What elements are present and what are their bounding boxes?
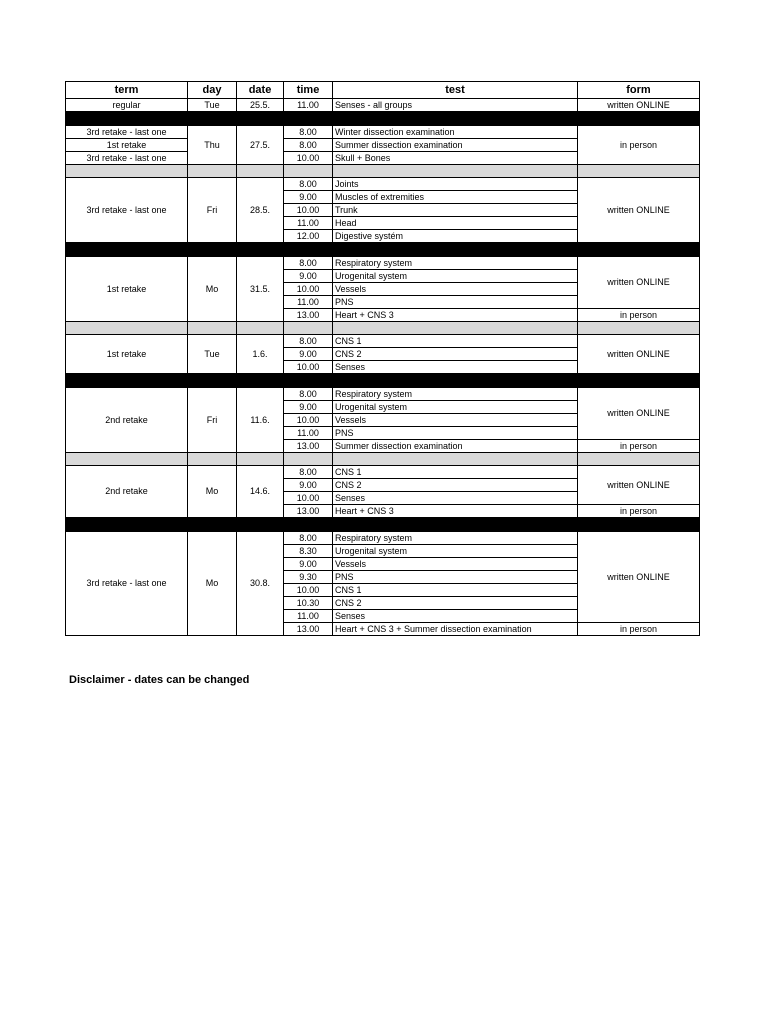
date-cell: 11.6. xyxy=(237,388,284,453)
time-cell: 11.00 xyxy=(284,296,333,309)
separator-cell xyxy=(237,453,284,466)
date-cell: 27.5. xyxy=(237,126,284,165)
time-cell: 9.00 xyxy=(284,558,333,571)
term-label: 3rd retake - last one xyxy=(86,578,167,588)
term-cell xyxy=(66,388,188,453)
test-cell: Head xyxy=(333,217,578,230)
separator-cell xyxy=(188,112,237,126)
separator-cell xyxy=(237,165,284,178)
day-cell: Fri xyxy=(188,388,237,453)
day-cell: Thu xyxy=(188,126,237,165)
term-label: regular xyxy=(112,99,141,110)
separator-cell xyxy=(284,112,333,126)
header-time: time xyxy=(284,82,333,99)
time-cell: 10.30 xyxy=(284,597,333,610)
day-cell: Mo xyxy=(188,532,237,636)
test-cell: CNS 2 xyxy=(333,597,578,610)
form-cell: in person xyxy=(578,309,700,322)
form-cell: written ONLINE xyxy=(578,178,700,243)
form-cell: written ONLINE xyxy=(578,466,700,505)
date-cell: 31.5. xyxy=(237,257,284,322)
test-cell: CNS 2 xyxy=(333,479,578,492)
separator-cell xyxy=(66,112,188,126)
date-cell: 1.6. xyxy=(237,335,284,374)
time-cell: 12.00 xyxy=(284,230,333,243)
header-row xyxy=(66,82,700,99)
header-date: date xyxy=(237,82,284,99)
day-cell: Fri xyxy=(188,178,237,243)
term-cell xyxy=(66,178,188,243)
form-cell: written ONLINE xyxy=(578,532,700,623)
test-cell: PNS xyxy=(333,296,578,309)
test-cell: Summer dissection examination xyxy=(333,139,578,152)
separator-row xyxy=(66,165,700,178)
date-cell: 14.6. xyxy=(237,466,284,518)
test-cell: Urogenital system xyxy=(333,401,578,414)
test-cell: Urogenital system xyxy=(333,545,578,558)
test-cell: Heart + CNS 3 xyxy=(333,309,578,322)
term-cell xyxy=(66,466,188,518)
test-cell: Joints xyxy=(333,178,578,191)
separator-cell xyxy=(188,165,237,178)
test-cell: Vessels xyxy=(333,558,578,571)
separator-cell xyxy=(284,322,333,335)
header-term: term xyxy=(66,82,188,99)
form-cell: in person xyxy=(578,505,700,518)
separator-cell xyxy=(284,374,333,388)
separator-cell xyxy=(188,518,237,532)
separator-cell xyxy=(66,243,188,257)
date-cell: 30.8. xyxy=(237,532,284,636)
test-cell: Skull + Bones xyxy=(333,152,578,165)
test-cell: Summer dissection examination xyxy=(333,440,578,453)
day-cell: Mo xyxy=(188,466,237,518)
test-cell: Senses xyxy=(333,610,578,623)
separator-cell xyxy=(284,165,333,178)
separator-cell xyxy=(578,518,700,532)
separator-cell xyxy=(578,112,700,126)
separator-row xyxy=(66,453,700,466)
time-cell: 11.00 xyxy=(284,427,333,440)
time-cell: 10.00 xyxy=(284,584,333,597)
separator-cell xyxy=(333,243,578,257)
term-label: 2nd retake xyxy=(105,414,148,425)
time-cell: 9.00 xyxy=(284,401,333,414)
time-cell: 8.00 xyxy=(284,335,333,348)
test-cell: Vessels xyxy=(333,283,578,296)
separator-cell xyxy=(333,112,578,126)
separator-row xyxy=(66,243,700,257)
time-cell: 8.00 xyxy=(284,532,333,545)
separator-cell xyxy=(237,322,284,335)
table-row xyxy=(66,388,700,401)
term-label: 2nd retake xyxy=(105,486,148,496)
separator-cell xyxy=(66,374,188,388)
time-cell: 8.00 xyxy=(284,178,333,191)
time-cell: 10.00 xyxy=(284,492,333,505)
time-cell: 9.00 xyxy=(284,348,333,361)
test-cell: Senses xyxy=(333,492,578,505)
separator-cell xyxy=(284,453,333,466)
separator-cell xyxy=(333,453,578,466)
form-cell: written ONLINE xyxy=(578,335,700,374)
separator-cell xyxy=(333,165,578,178)
term-label: 1st retake xyxy=(106,348,147,359)
test-cell: Respiratory system xyxy=(333,532,578,545)
separator-cell xyxy=(578,322,700,335)
form-cell: in person xyxy=(578,623,700,636)
header-day: day xyxy=(188,82,237,99)
test-cell: Vessels xyxy=(333,414,578,427)
time-cell: 11.00 xyxy=(284,610,333,623)
term-label: 1st retake xyxy=(106,283,147,294)
term-cell xyxy=(66,335,188,374)
separator-cell xyxy=(188,243,237,257)
time-cell: 11.00 xyxy=(284,217,333,230)
form-cell: written ONLINE xyxy=(578,388,700,440)
test-cell: PNS xyxy=(333,571,578,584)
term-cell xyxy=(66,99,188,112)
separator-row xyxy=(66,322,700,335)
time-cell: 13.00 xyxy=(284,623,333,636)
separator-cell xyxy=(578,243,700,257)
date-cell: 25.5. xyxy=(237,99,284,112)
separator-cell xyxy=(333,322,578,335)
time-cell: 9.00 xyxy=(284,270,333,283)
form-cell: written ONLINE xyxy=(578,99,700,112)
test-cell: Senses xyxy=(333,361,578,374)
term-cell xyxy=(66,532,188,636)
disclaimer-note: Disclaimer - dates can be changed xyxy=(69,674,250,686)
time-cell: 10.00 xyxy=(284,414,333,427)
table-row xyxy=(66,466,700,479)
test-cell: Senses - all groups xyxy=(333,99,578,112)
test-cell: Respiratory system xyxy=(333,257,578,270)
separator-cell xyxy=(578,374,700,388)
term-cell xyxy=(66,257,188,322)
separator-cell xyxy=(188,322,237,335)
separator-cell xyxy=(237,243,284,257)
test-cell: Trunk xyxy=(333,204,578,217)
test-cell: Heart + CNS 3 + Summer dissection examination xyxy=(333,623,578,636)
separator-cell xyxy=(237,374,284,388)
separator-cell xyxy=(188,453,237,466)
time-cell: 10.00 xyxy=(284,204,333,217)
form-cell: written ONLINE xyxy=(578,257,700,309)
time-cell: 11.00 xyxy=(284,99,333,112)
time-cell: 8.00 xyxy=(284,139,333,152)
date-cell: 28.5. xyxy=(237,178,284,243)
separator-cell xyxy=(66,165,188,178)
separator-row xyxy=(66,112,700,126)
separator-cell xyxy=(333,374,578,388)
header-form: form xyxy=(578,82,700,99)
term-label: 3rd retake - last one xyxy=(86,204,167,215)
table-row xyxy=(66,126,700,139)
table-row xyxy=(66,335,700,348)
separator-cell xyxy=(578,453,700,466)
time-cell: 9.00 xyxy=(284,191,333,204)
test-cell: Respiratory system xyxy=(333,388,578,401)
time-cell: 10.00 xyxy=(284,152,333,165)
time-cell: 10.00 xyxy=(284,283,333,296)
time-cell: 8.00 xyxy=(284,257,333,270)
test-cell: Urogenital system xyxy=(333,270,578,283)
table-row xyxy=(66,257,700,270)
term-cell: 1st retake xyxy=(66,139,188,152)
separator-cell xyxy=(578,165,700,178)
table-body xyxy=(66,99,700,636)
time-cell: 13.00 xyxy=(284,440,333,453)
test-cell: CNS 1 xyxy=(333,466,578,479)
form-cell: in person xyxy=(578,126,700,165)
separator-cell xyxy=(333,518,578,532)
separator-cell xyxy=(237,112,284,126)
term-cell: 3rd retake - last one xyxy=(66,152,188,165)
exam-schedule-table xyxy=(65,81,700,636)
table-row xyxy=(66,178,700,191)
table-row xyxy=(66,99,700,112)
separator-cell xyxy=(284,243,333,257)
test-cell: CNS 1 xyxy=(333,335,578,348)
day-cell: Mo xyxy=(188,257,237,322)
form-cell: in person xyxy=(578,440,700,453)
test-cell: Heart + CNS 3 xyxy=(333,505,578,518)
header-test: test xyxy=(333,82,578,99)
day-cell: Tue xyxy=(188,335,237,374)
separator-cell xyxy=(237,518,284,532)
test-cell: CNS 2 xyxy=(333,348,578,361)
time-cell: 9.00 xyxy=(284,479,333,492)
separator-cell xyxy=(66,518,188,532)
term-cell: 3rd retake - last one xyxy=(66,126,188,139)
separator-cell xyxy=(284,518,333,532)
separator-row xyxy=(66,374,700,388)
time-cell: 8.00 xyxy=(284,126,333,139)
time-cell: 8.00 xyxy=(284,466,333,479)
separator-row xyxy=(66,518,700,532)
test-cell: CNS 1 xyxy=(333,584,578,597)
day-cell: Tue xyxy=(188,99,237,112)
time-cell: 9.30 xyxy=(284,571,333,584)
separator-cell xyxy=(188,374,237,388)
time-cell: 8.30 xyxy=(284,545,333,558)
time-cell: 10.00 xyxy=(284,361,333,374)
test-cell: Winter dissection examination xyxy=(333,126,578,139)
table-row xyxy=(66,532,700,545)
time-cell: 8.00 xyxy=(284,388,333,401)
test-cell: PNS xyxy=(333,427,578,440)
time-cell: 13.00 xyxy=(284,505,333,518)
test-cell: Muscles of extremities xyxy=(333,191,578,204)
test-cell: Digestive systém xyxy=(333,230,578,243)
separator-cell xyxy=(66,322,188,335)
separator-cell xyxy=(66,453,188,466)
time-cell: 13.00 xyxy=(284,309,333,322)
